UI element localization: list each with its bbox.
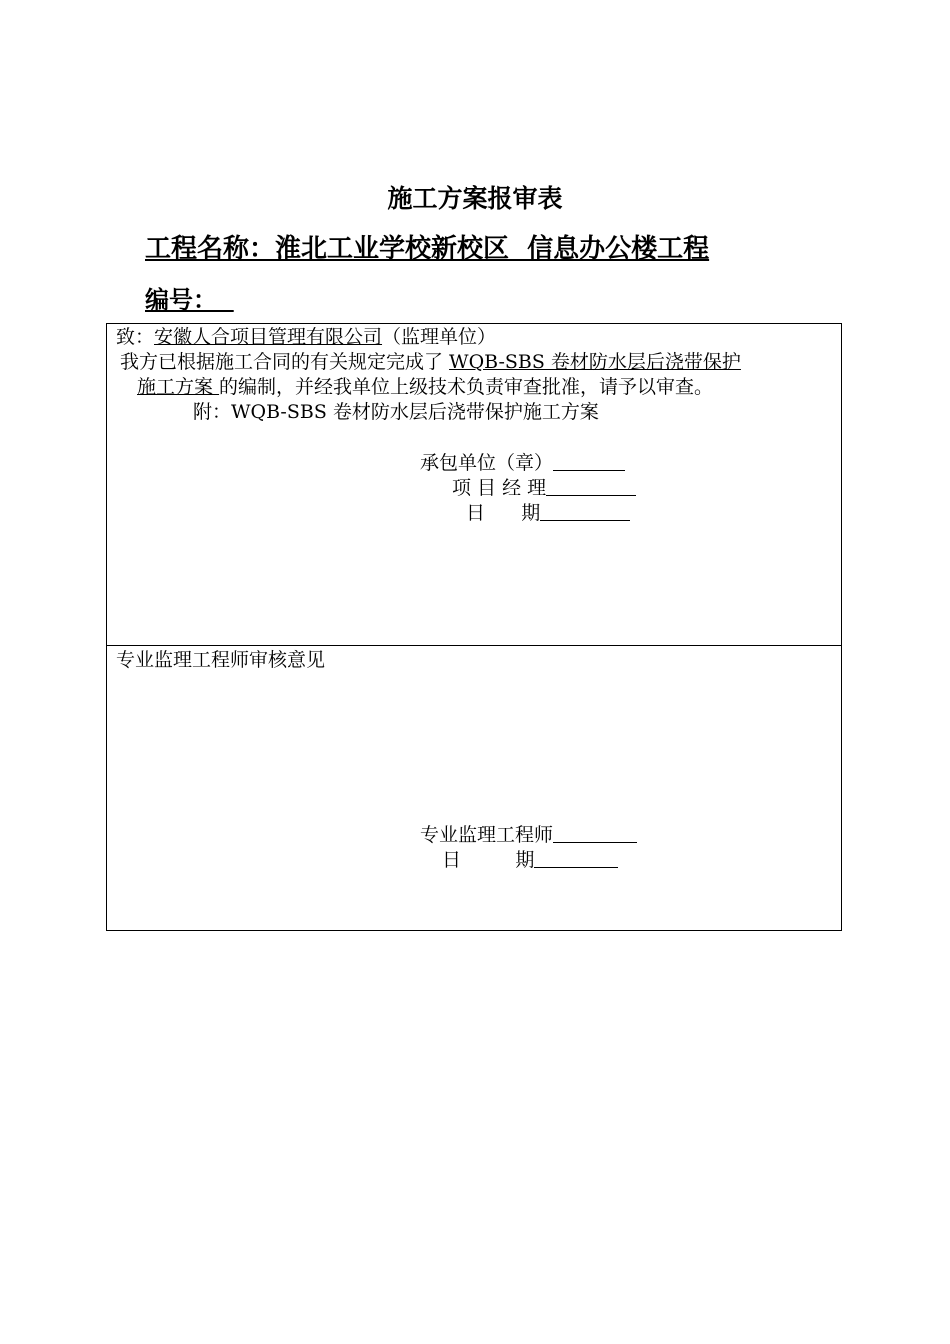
engineer-signature-line: 专业监理工程师 (420, 822, 637, 848)
plan-name-continued: 施工方案 (137, 376, 220, 398)
review-section (106, 645, 842, 931)
manager-signature-line: 项 目 经 理 (452, 475, 636, 501)
project-name: 工程名称：淮北工业学校新校区 信息办公楼工程 (145, 234, 710, 264)
plan-name: WQB-SBS 卷材防水层后浇带保护 (449, 351, 741, 373)
form-number: 编号： (145, 285, 234, 314)
supervisor-company: 安徽人合项目管理有限公司 (154, 326, 383, 348)
submission-date-line: 日 期 (466, 500, 630, 526)
review-date-blank (534, 847, 618, 868)
review-heading: 专业监理工程师审核意见 (116, 649, 326, 671)
form-title: 施工方案报审表 (387, 184, 563, 213)
attachment-line: 附：WQB-SBS 卷材防水层后浇带保护施工方案 (193, 401, 599, 423)
review-date-line: 日 期 (442, 847, 618, 873)
body-line-2: 施工方案 的编制，并经我单位上级技术负责审查批准，请予以审查。 (137, 376, 714, 398)
submission-date-blank (540, 500, 630, 521)
contractor-blank (553, 450, 625, 471)
contractor-signature-line: 承包单位（章） (420, 450, 625, 476)
manager-blank (546, 475, 636, 496)
addressee-line: 致：安徽人合项目管理有限公司（监理单位） (116, 326, 497, 348)
engineer-blank (553, 822, 637, 843)
body-line-1: 我方已根据施工合同的有关规定完成了 WQB-SBS 卷材防水层后浇带保护 (120, 351, 741, 373)
